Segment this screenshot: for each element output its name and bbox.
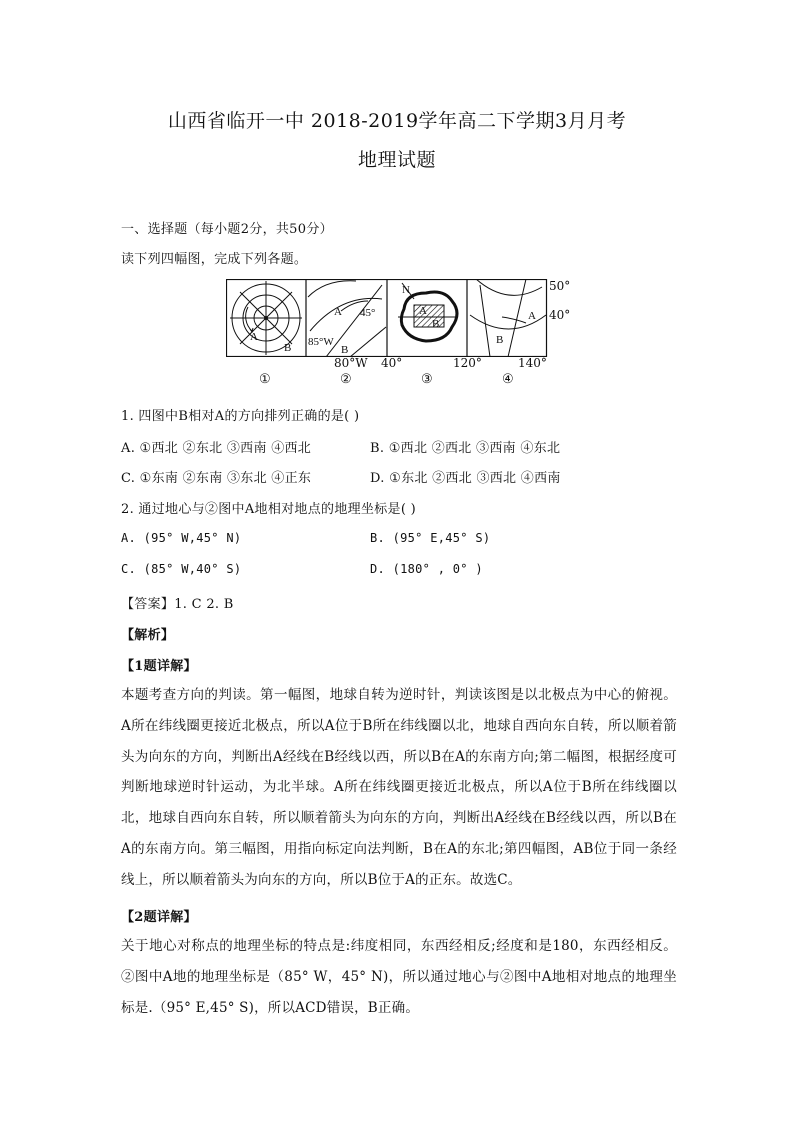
q2-option-b: B. (95° E,45° S) [370, 531, 491, 545]
q2-option-d: D. (180° , 0° ) [370, 562, 483, 576]
q1-option-b: B. ①西北 ②西北 ③西南 ④东北 [370, 441, 561, 456]
intro-text: 读下列四幅图，完成下列各题。 [121, 252, 308, 267]
panel-2-lon-85w: 85°W [308, 336, 334, 348]
answer-line: 【答案】1. C 2. B [121, 597, 234, 612]
panel-3-point-a: A [419, 305, 427, 317]
lon-140-label: 140° [518, 356, 547, 370]
panel-label-3: ③ [421, 372, 433, 387]
panel-4-arc-view [470, 279, 546, 357]
lon-120-label: 120° [453, 356, 482, 370]
panel-2-angle: 45° [360, 307, 376, 319]
detail-1-text: 本题考查方向的判读。第一幅图，地球自转为逆时针，判读该图是以北极点为中心的俯视。A所在纬线圈更接近北极点，所以A位于B所在纬线圈以北，地球自西向东自转，所以顺着箭头为向东的方向，判断出A经线在B经线以西，所以B在A的东南方向;第二幅图，根据经度可判断地球逆时针运动，为北半球。A所在纬线圈更接近北极点，所以A位于B所在纬线圈以北，地球自西向东自转，所以顺着箭头为向东的方向，判断出A经线在B经线以西，所以B在A的东南方向。第三幅图，用指向标定向法判断，B在A的东北;第四幅图，AB位于同一条经线上，所以顺着箭头为向东的方向，所以B位于A的正东。故选C。 [121, 687, 677, 888]
page-subtitle: 地理试题 [357, 149, 436, 171]
lon-40-label: 40° [381, 356, 403, 370]
panel-2-point-b: B [341, 344, 349, 356]
panel-1-point-a: A [250, 331, 258, 343]
panel-3-north: N [402, 284, 410, 296]
panel-4-point-a: A [528, 310, 536, 322]
page-title: 山西省临开一中 2018-2019学年高二下学期3月月考 [167, 110, 627, 132]
panel-2-arc-view [308, 281, 386, 357]
analysis-heading: 【解析】 [121, 628, 175, 643]
panel-2-point-a: A [334, 306, 342, 318]
panel-3-point-b: B [432, 318, 440, 330]
panel-label-4: ④ [502, 372, 514, 387]
panel-1-polar-view [230, 281, 302, 355]
q1-option-d: D. ①东北 ②西北 ③西北 ④西南 [370, 471, 561, 486]
q1-option-c: C. ①东南 ②东南 ③东北 ④正东 [121, 471, 312, 486]
detail-1-heading: 【1题详解】 [121, 659, 197, 674]
q2-option-c: C. (85° W,40° S) [121, 562, 242, 576]
panel-1-point-b: B [284, 342, 292, 354]
direction-figure [226, 279, 548, 357]
lat-50-label: 50° [549, 279, 571, 293]
q1-stem: 1. 四图中B相对A的方向排列正确的是( ) [121, 409, 360, 424]
panel-label-2: ② [340, 372, 352, 387]
q1-option-a: A. ①西北 ②东北 ③西南 ④西北 [121, 441, 312, 456]
panel-label-1: ① [259, 372, 271, 387]
panel-4-point-b: B [496, 334, 504, 346]
lat-40-label: 40° [549, 308, 571, 322]
section-heading: 一、选择题（每小题2分，共50分） [121, 222, 333, 237]
lon-80w-label: 80°W [334, 356, 368, 370]
detail-2-text: 关于地心对称点的地理坐标的特点是:纬度相同，东西经相反;经度和是180，东西经相反。②图中A地的地理坐标是（85° W，45° N)，所以通过地心与②图中A地相对地点的地理坐标是.（95° E,45° S)，所以ACD错误，B正确。 [121, 938, 677, 1016]
q2-option-a: A. (95° W,45° N) [121, 531, 242, 545]
panel-3-island [398, 283, 458, 341]
detail-2-heading: 【2题详解】 [121, 910, 197, 925]
q2-stem: 2. 通过地心与②图中A地相对地点的地理坐标是( ) [121, 502, 416, 517]
